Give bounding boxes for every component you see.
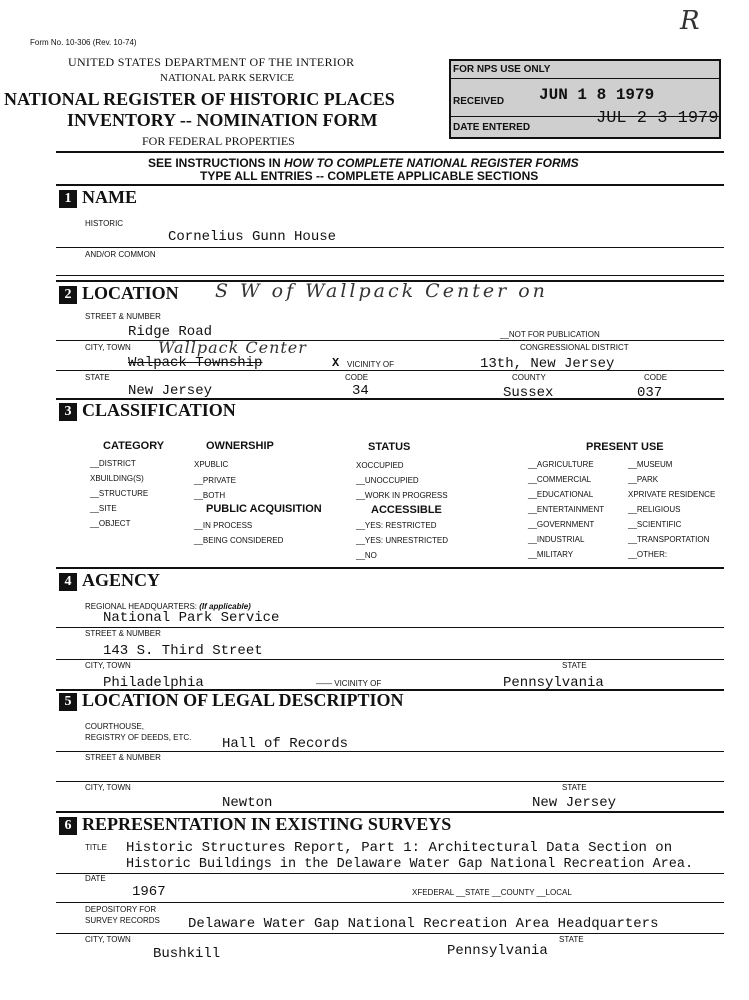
regional-hq-value: National Park Service bbox=[103, 610, 280, 626]
state-code-value: 34 bbox=[352, 383, 369, 399]
survey-date-value: 1967 bbox=[132, 884, 166, 900]
present-use-option: __TRANSPORTATION bbox=[628, 535, 710, 544]
nps-use-only-box bbox=[449, 59, 721, 139]
county-code-label: CODE bbox=[644, 373, 668, 382]
county-label: COUNTY bbox=[512, 373, 546, 382]
courthouse-label-2: REGISTRY OF DEEDS, ETC. bbox=[85, 733, 192, 742]
public-acquisition-option: __BEING CONSIDERED bbox=[194, 536, 284, 545]
survey-date-label: DATE bbox=[85, 874, 106, 883]
date-entered-label: DATE ENTERED bbox=[453, 122, 531, 133]
city-value: Walpack Township bbox=[128, 355, 263, 371]
present-use-option: XPRIVATE RESIDENCE bbox=[628, 490, 716, 499]
category-option: __STRUCTURE bbox=[90, 489, 149, 498]
courthouse-value: Hall of Records bbox=[222, 736, 349, 752]
section-2-title: LOCATION bbox=[82, 283, 179, 303]
city-handwritten-correction: Wallpack Center bbox=[158, 338, 307, 357]
county-value: Sussex bbox=[503, 385, 554, 401]
survey-title-label: TITLE bbox=[85, 843, 107, 852]
present-use-option: __PARK bbox=[628, 475, 659, 484]
legal-city-label: CITY, TOWN bbox=[85, 783, 131, 792]
ownership-option: __PRIVATE bbox=[194, 476, 236, 485]
section-5-title: LOCATION OF LEGAL DESCRIPTION bbox=[82, 690, 404, 710]
survey-city-label: CITY, TOWN bbox=[85, 935, 131, 944]
depository-value: Delaware Water Gap National Recreation Area Headquarters bbox=[188, 916, 659, 932]
accessible-header: ACCESSIBLE bbox=[371, 504, 442, 516]
depository-label-1: DEPOSITORY FOR bbox=[85, 905, 157, 914]
category-header: CATEGORY bbox=[103, 440, 165, 452]
ownership-option: __BOTH bbox=[194, 491, 226, 500]
received-label: RECEIVED bbox=[453, 96, 505, 107]
vicinity-label: VICINITY OF bbox=[347, 360, 394, 369]
section-6-title: REPRESENTATION IN EXISTING SURVEYS bbox=[82, 814, 452, 834]
agency-street-label: STREET & NUMBER bbox=[85, 629, 161, 638]
historic-label: HISTORIC bbox=[85, 219, 124, 228]
form-number: Form No. 10-306 (Rev. 10-74) bbox=[30, 38, 137, 47]
corner-handwritten-mark: R bbox=[680, 6, 700, 36]
status-header: STATUS bbox=[368, 441, 411, 453]
date-entered-stamp: JUL 2 3 1979 bbox=[596, 109, 719, 128]
survey-level-options: XFEDERAL __STATE __COUNTY __LOCAL bbox=[412, 888, 572, 897]
agency-street-value: 143 S. Third Street bbox=[103, 643, 263, 659]
present-use-option: __AGRICULTURE bbox=[528, 460, 594, 469]
instructions-line-1: SEE INSTRUCTIONS IN HOW TO COMPLETE NATIONAL REGISTER FORMS bbox=[148, 156, 579, 170]
county-code-value: 037 bbox=[637, 385, 663, 401]
present-use-option: __MUSEUM bbox=[628, 460, 673, 469]
status-option: XOCCUPIED bbox=[356, 461, 404, 470]
street-value: Ridge Road bbox=[128, 324, 213, 340]
present-use-option: __COMMERCIAL bbox=[528, 475, 592, 484]
location-handwritten-note: S W of Wallpack Center on bbox=[215, 280, 548, 302]
present-use-option: __MILITARY bbox=[528, 550, 574, 559]
ownership-header: OWNERSHIP bbox=[206, 440, 274, 452]
form-subtitle: INVENTORY -- NOMINATION FORM bbox=[67, 110, 378, 130]
category-option: __SITE bbox=[90, 504, 117, 513]
common-name-label: AND/OR COMMON bbox=[85, 250, 156, 259]
section-4-title: AGENCY bbox=[82, 570, 161, 590]
accessible-option: __YES: RESTRICTED bbox=[356, 521, 437, 530]
survey-title-value-2: Historic Buildings in the Delaware Water Gap National Recreation Area. bbox=[126, 857, 694, 872]
legal-state-value: New Jersey bbox=[532, 795, 617, 811]
present-use-option: __ENTERTAINMENT bbox=[528, 505, 605, 514]
historic-name-value: Cornelius Gunn House bbox=[168, 229, 337, 245]
city-town-label: CITY, TOWN bbox=[85, 343, 131, 352]
section-1-number: 1 bbox=[59, 190, 77, 208]
state-label: STATE bbox=[85, 373, 110, 382]
not-for-publication-label: __NOT FOR PUBLICATION bbox=[500, 330, 600, 339]
legal-city-value: Newton bbox=[222, 795, 273, 811]
section-1-title: NAME bbox=[82, 187, 137, 207]
instructions-line-2: TYPE ALL ENTRIES -- COMPLETE APPLICABLE SECTIONS bbox=[200, 169, 539, 183]
ownership-option: XPUBLIC bbox=[194, 460, 229, 469]
legal-street-label: STREET & NUMBER bbox=[85, 753, 161, 762]
survey-state-label: STATE bbox=[559, 935, 584, 944]
survey-city-value: Bushkill bbox=[153, 946, 221, 962]
public-acquisition-header: PUBLIC ACQUISITION bbox=[206, 503, 322, 515]
present-use-option: __OTHER: bbox=[628, 550, 668, 559]
regional-hq-label: REGIONAL HEADQUARTERS: (If applicable) bbox=[85, 602, 251, 611]
category-option: __OBJECT bbox=[90, 519, 131, 528]
section-6-number: 6 bbox=[59, 817, 77, 835]
present-use-header: PRESENT USE bbox=[586, 441, 664, 453]
section-5-number: 5 bbox=[59, 693, 77, 711]
section-3-number: 3 bbox=[59, 403, 77, 421]
service-name: NATIONAL PARK SERVICE bbox=[160, 72, 294, 84]
present-use-option: __RELIGIOUS bbox=[628, 505, 681, 514]
status-option: __UNOCCUPIED bbox=[356, 476, 419, 485]
congressional-district-value: 13th, New Jersey bbox=[480, 356, 615, 372]
agency-state-value: Pennsylvania bbox=[503, 675, 604, 691]
category-option: XBUILDING(S) bbox=[90, 474, 144, 483]
state-code-label: CODE bbox=[345, 373, 369, 382]
section-3-title: CLASSIFICATION bbox=[82, 400, 236, 420]
present-use-option: __GOVERNMENT bbox=[528, 520, 595, 529]
agency-city-label: CITY, TOWN bbox=[85, 661, 131, 670]
section-4-number: 4 bbox=[59, 573, 77, 591]
form-scope: FOR FEDERAL PROPERTIES bbox=[142, 134, 295, 148]
public-acquisition-option: __IN PROCESS bbox=[194, 521, 253, 530]
survey-state-value: Pennsylvania bbox=[447, 943, 548, 959]
category-option: __DISTRICT bbox=[90, 459, 136, 468]
received-date-stamp: JUN 1 8 1979 bbox=[539, 86, 655, 104]
congressional-district-label: CONGRESSIONAL DISTRICT bbox=[520, 343, 629, 352]
accessible-option: __NO bbox=[356, 551, 377, 560]
state-value: New Jersey bbox=[128, 383, 213, 399]
present-use-option: __SCIENTIFIC bbox=[628, 520, 682, 529]
courthouse-label-1: COURTHOUSE, bbox=[85, 722, 144, 731]
street-number-label: STREET & NUMBER bbox=[85, 312, 161, 321]
survey-title-value-1: Historic Structures Report, Part 1: Architectural Data Section on bbox=[126, 840, 673, 856]
section-2-number: 2 bbox=[59, 286, 77, 304]
agency-city-value: Philadelphia bbox=[103, 675, 204, 691]
depository-label-2: SURVEY RECORDS bbox=[85, 916, 160, 925]
agency-vicinity-label: —— VICINITY OF bbox=[316, 679, 382, 688]
accessible-option: __YES: UNRESTRICTED bbox=[356, 536, 449, 545]
form-title: NATIONAL REGISTER OF HISTORIC PLACES bbox=[4, 89, 395, 109]
legal-state-label: STATE bbox=[562, 783, 587, 792]
agency-state-label: STATE bbox=[562, 661, 587, 670]
vicinity-checkmark: X bbox=[332, 356, 340, 370]
nps-box-heading: FOR NPS USE ONLY bbox=[453, 64, 551, 75]
status-option: __WORK IN PROGRESS bbox=[356, 491, 448, 500]
present-use-option: __EDUCATIONAL bbox=[528, 490, 594, 499]
present-use-option: __INDUSTRIAL bbox=[528, 535, 585, 544]
department-name: UNITED STATES DEPARTMENT OF THE INTERIOR bbox=[68, 55, 355, 69]
